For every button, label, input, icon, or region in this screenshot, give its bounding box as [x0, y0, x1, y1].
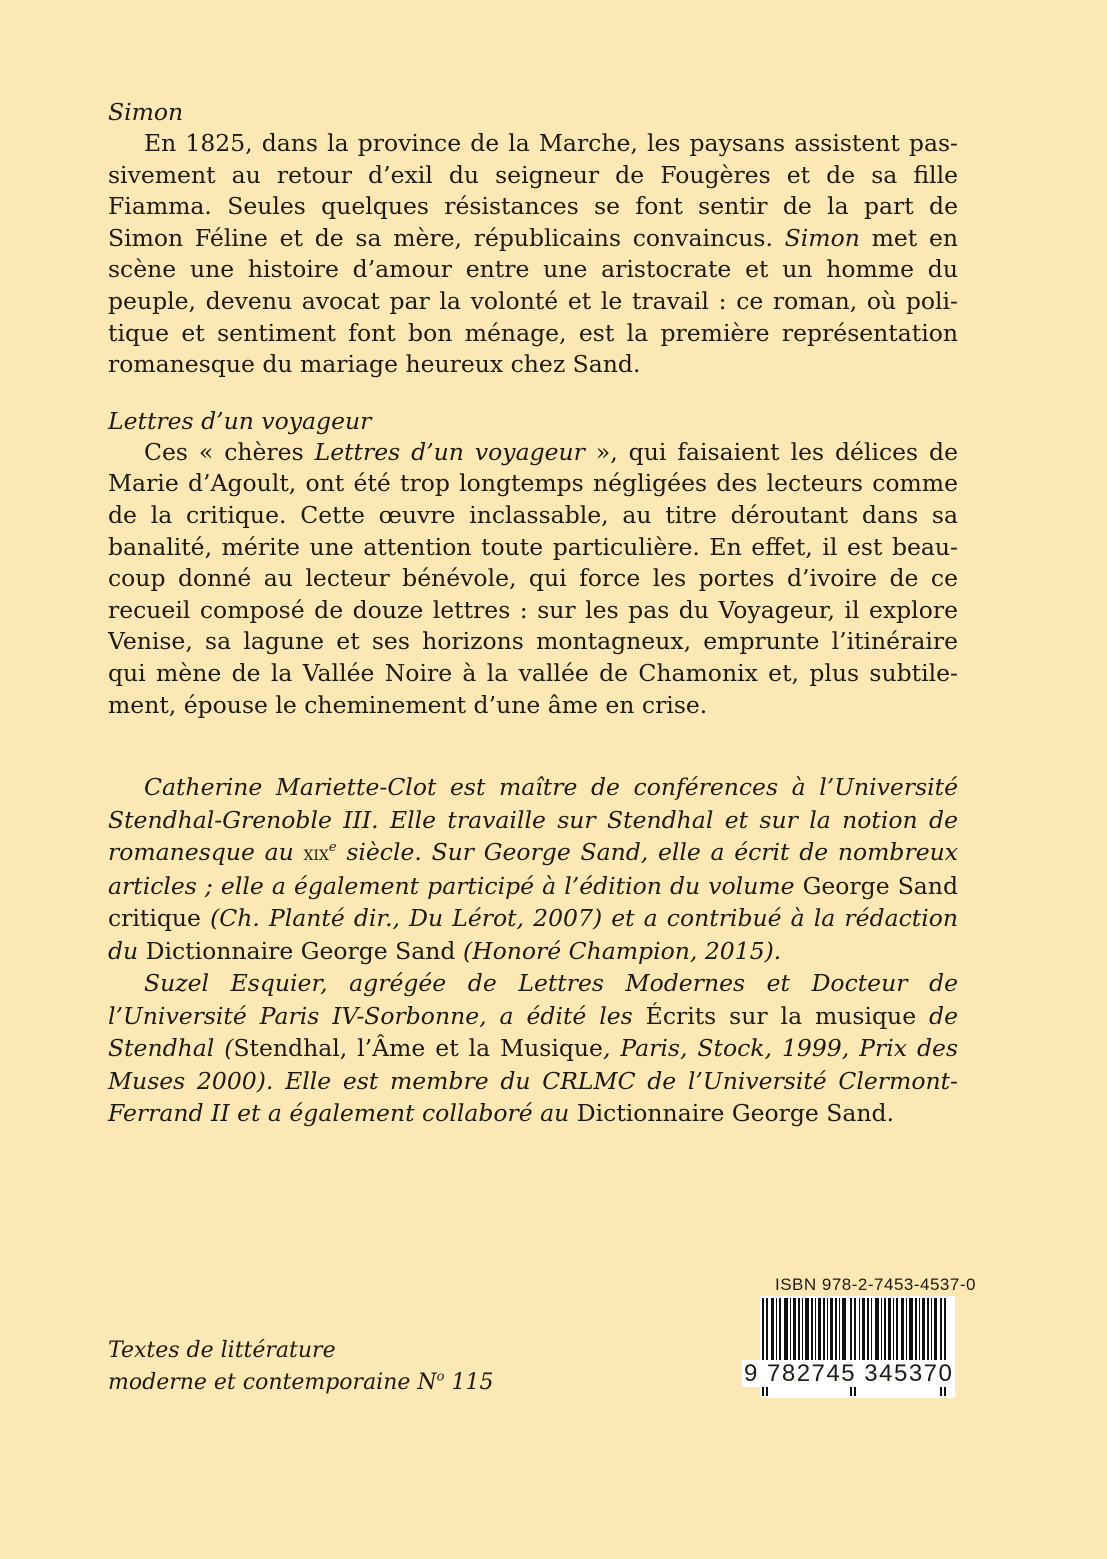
back-cover-text	[108, 96, 958, 1130]
series-line-1: Textes de littérature	[108, 1338, 336, 1363]
barcode-digits: 9 782745 345370	[744, 1360, 954, 1387]
lettres-summary: Ces « chères Lettres d’un voyageur », qui faisaient les délices de Marie d’Agoult, ont été trop longtemps négligées des lecteurs comme de la critique. Cette œuvre inclassable, au titre déroutant dans sa banalité, mérite une attention toute particulière. En effet, il est beaucoup donné au lecteur bénévole, qui force les portes d’ivoire de ce recueil composé de douze lettres : sur les pas du Voyageur, il explore Venise, sa lagune et ses horizons montagneux, emprunte l’itinéraire qui mène de la Vallée Noire à la vallée de Chamonix et, plus subtilement, épouse le cheminement d’une âme en crise.	[108, 437, 959, 719]
section-heading-simon: Simon	[108, 98, 184, 126]
simon-summary: En 1825, dans la province de la Marche, les paysans assistent passivement au retour d’exil du seigneur de Fougères et de sa fille Fiamma. Seules quelques résistances se font sentir de la part de Simon Féline et de sa mère, républicains convaincus. Simon met en scène une histoire d’amour entre une aristocrate et un homme du peuple, devenu avocat par la volonté et le travail : ce roman, où politique et sentiment font bon ménage, est la première représentation romanesque du mariage heureux chez Sand.	[108, 129, 958, 379]
section-lettres	[108, 405, 958, 721]
bio-esquier: Suzel Esquier, agrégée de Lettres Modernes et Docteur de l’Université Paris IV-Sorbonne, a édité les Écrits sur la musique de Stendhal (Stendhal, l’Âme et la Musique, Paris, Stock, 1999, Prix des Muses 2000). Elle est membre du CRLMC de l’Université Clermont-Ferrand II et a également collaboré au Dictionnaire George Sand.	[108, 969, 959, 1128]
bio-mariette-clot: Catherine Mariette-Clot est maître de conférences à l’Université Stendhal-Grenoble III. Elle travaille sur Stendhal et sur la notion de romanesque au xix$^e$ siècle. Sur George Sand, elle a écrit de nombreux articles ; elle a également participé à l’édition du volume George Sand critique (Ch. Planté dir., Du Lérot, 2007) et a contribué à la rédaction du Dictionnaire George Sand (Honoré Champion, 2015).	[108, 773, 958, 965]
section-heading-lettres: Lettres d’un voyageur	[108, 406, 372, 435]
author-bios	[108, 771, 958, 1130]
series-info	[108, 1335, 493, 1399]
series-line-2: moderne et contemporaine $N^o$ 115	[108, 1369, 494, 1395]
isbn-label: ISBN 978-2-7453-4537-0	[775, 1275, 976, 1294]
